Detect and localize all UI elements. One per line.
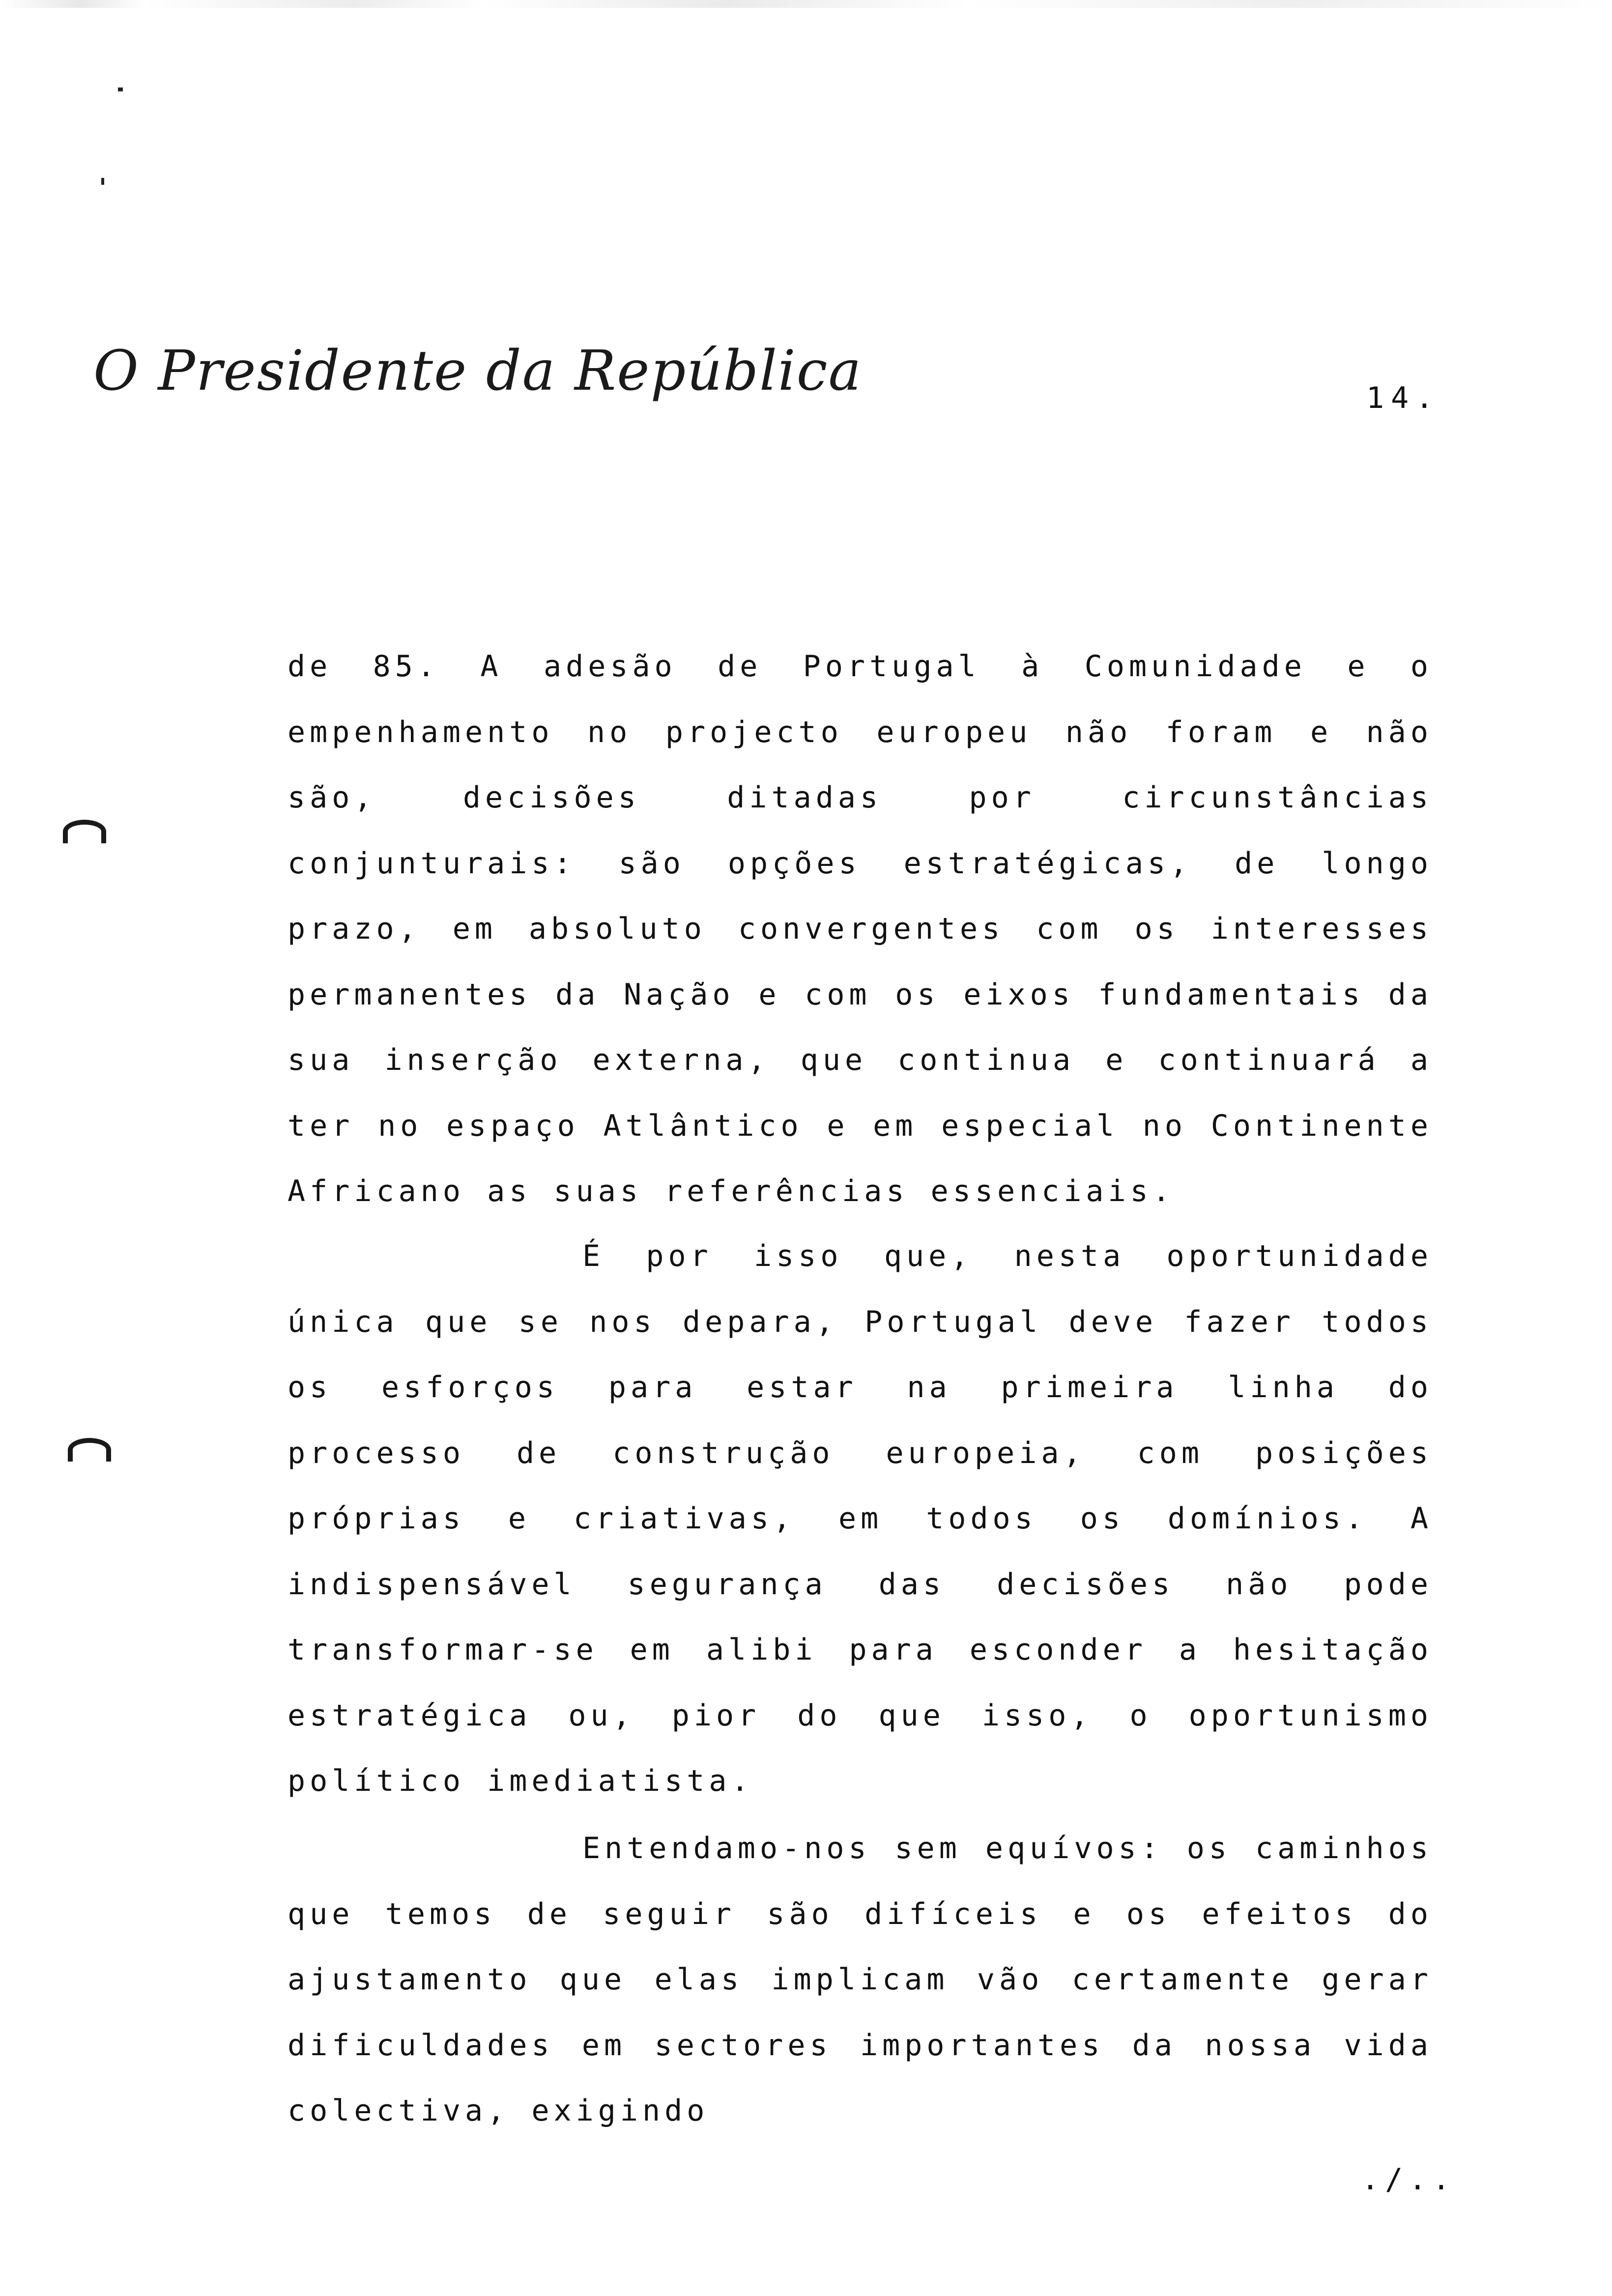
body-paragraph-2 bbox=[288, 1224, 1433, 1814]
body-paragraph-1 bbox=[288, 634, 1433, 1225]
continuation-mark: ./.. bbox=[1361, 2162, 1456, 2197]
punch-hole-mark-lower bbox=[68, 1438, 111, 1462]
paragraph-text: É por isso que, nesta oportunidade única que se nos depara, Portugal deve fazer todos os esforços para estar na primeira linha do processo de construção europeia, com posições próprias e criativas, em todos os domínios. A indispensável segurança das decisões não pode transformar-se em alibi para esconder a hesitação estratégica ou, pior do que isso, o oportunismo político imediatista. bbox=[288, 1239, 1433, 1798]
stray-comma-mark bbox=[101, 178, 104, 185]
paragraph-text: de 85. A adesão de Portugal à Comunidade e o empenhamento no projecto europeu não foram e não são, decisões ditadas por circunstâncias conjunturais: são opções estratégicas, de longo prazo, em absoluto convergentes com os interesses permanentes da Nação e com os eixos fundamentais da sua inserção externa, que continua e continuará a ter no espaço Atlântico e em especial no Continente Africano as suas referências essenciais. bbox=[288, 649, 1433, 1208]
paragraph-text: Entendamo-nos sem equívos: os caminhos que temos de seguir são difíceis e os efeitos do ajustamento que elas implicam vão certamente gerar dificuldades em sectores importantes da nossa vida colectiva, exigindo bbox=[288, 1831, 1433, 2128]
letterhead-title: O Presidente da República bbox=[93, 339, 863, 403]
body-paragraph-3 bbox=[288, 1816, 1433, 2144]
scan-edge-noise bbox=[0, 0, 1612, 8]
punch-hole-mark-upper bbox=[63, 820, 106, 843]
page-number: 14. bbox=[1366, 381, 1440, 415]
stray-dot-mark bbox=[118, 87, 123, 91]
